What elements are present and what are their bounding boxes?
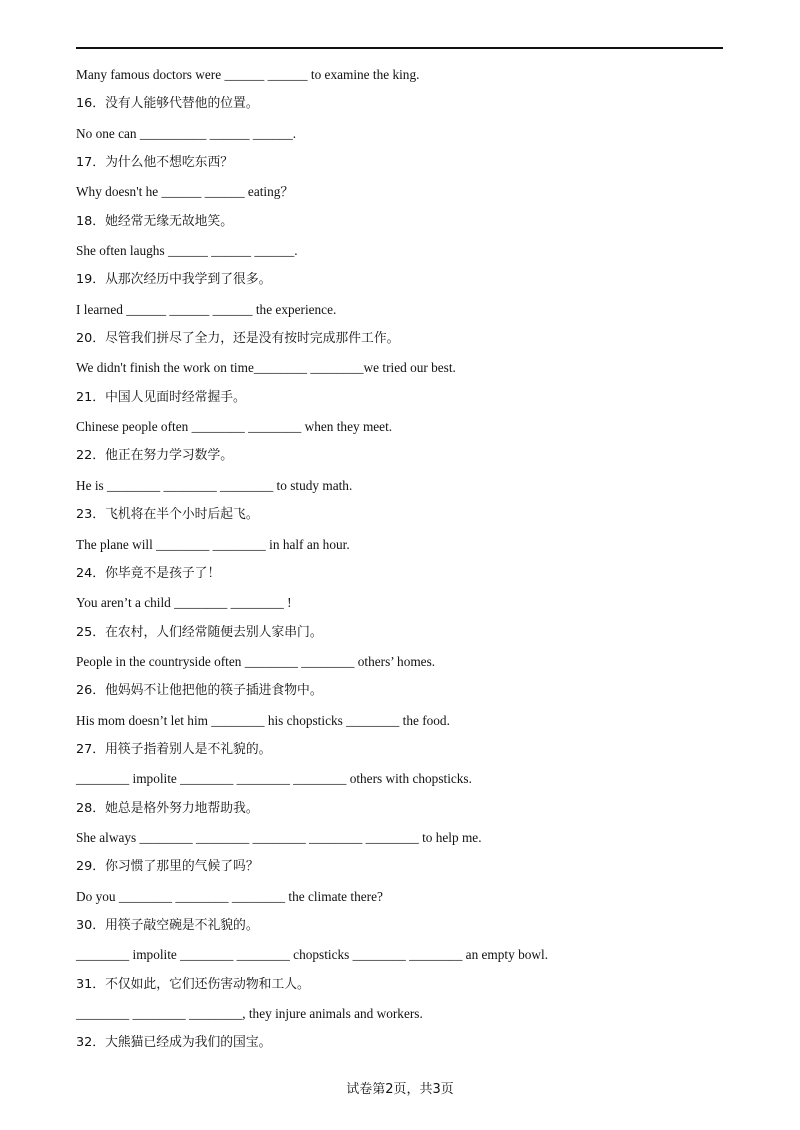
- answer-line-26: His mom doesn’t let him ________ his chopsticks ________ the food.: [76, 712, 450, 728]
- answer-line-19: I learned ______ ______ ______ the experience.: [76, 301, 337, 317]
- answer-line-28: She always ________ ________ ________ ________ ________ to help me.: [76, 829, 482, 845]
- answer-line-17: Why doesn't he ______ ______ eating？: [76, 184, 294, 200]
- answer-line-18: She often laughs ______ ______ ______.: [76, 243, 298, 259]
- question-19-prompt: 19．从那次经历中我学到了很多。: [76, 272, 272, 288]
- answer-line-23: The plane will ________ ________ in half an hour.: [76, 536, 350, 552]
- question-26-prompt: 26．他妈妈不让他把他的筷子插进食物中。: [76, 683, 323, 699]
- question-32-prompt: 32．大熊猫已经成为我们的国宝。: [76, 1035, 272, 1051]
- answer-line-30: ________ impolite ________ ________ chopsticks ________ ________ an empty bowl.: [76, 947, 549, 963]
- header-rule: [76, 47, 723, 49]
- question-27-prompt: 27．用筷子指着别人是不礼貌的。: [76, 741, 272, 757]
- answer-line-29: Do you ________ ________ ________ the climate there?: [76, 888, 383, 904]
- answer-line-21: Chinese people often ________ ________ when they meet.: [76, 419, 393, 435]
- question-24-prompt: 24．你毕竟不是孩子了！: [76, 565, 221, 581]
- question-16-prompt: 16．没有人能够代替他的位置。: [76, 96, 259, 112]
- answer-line-22: He is ________ ________ ________ to study math.: [76, 477, 353, 493]
- question-30-prompt: 30．用筷子敲空碗是不礼貌的。: [76, 917, 259, 933]
- answer-line-27: ________ impolite ________ ________ ________ others with chopsticks.: [76, 771, 472, 787]
- question-list: [76, 60, 736, 1058]
- question-17-prompt: 17．为什么他不想吃东西？: [76, 155, 234, 171]
- question-25-prompt: 25．在农村，人们经常随便去别人家串门。: [76, 624, 323, 640]
- answer-line-15: Many famous doctors were ______ ______ to examine the king.: [76, 67, 420, 82]
- question-22-prompt: 22．他正在努力学习数学。: [76, 448, 234, 464]
- answer-line-31: ________ ________ ________, they injure animals and workers.: [76, 1006, 423, 1021]
- answer-line-24: You aren’t a child ________ ________ !: [76, 595, 292, 611]
- answer-line-25: People in the countryside often ________ ________ others’ homes.: [76, 653, 436, 669]
- question-28-prompt: 28．她总是格外努力地帮助我。: [76, 800, 259, 816]
- question-31-prompt: 31．不仅如此，它们还伤害动物和工人。: [76, 976, 310, 992]
- question-23-prompt: 23．飞机将在半个小时后起飞。: [76, 507, 259, 523]
- question-18-prompt: 18．她经常无缘无故地笑。: [76, 213, 234, 229]
- answer-line-20: We didn't finish the work on time________ ________we tried our best.: [76, 360, 456, 376]
- answer-line-16: No one can __________ ______ ______.: [76, 125, 297, 141]
- question-29-prompt: 29．你习惯了那里的气候了吗？: [76, 859, 259, 875]
- question-20-prompt: 20．尽管我们拼尽了全力，还是没有按时完成那件工作。: [76, 331, 400, 347]
- page-footer: 试卷第2页，共3页: [346, 1082, 454, 1097]
- question-21-prompt: 21．中国人见面时经常握手。: [76, 389, 246, 405]
